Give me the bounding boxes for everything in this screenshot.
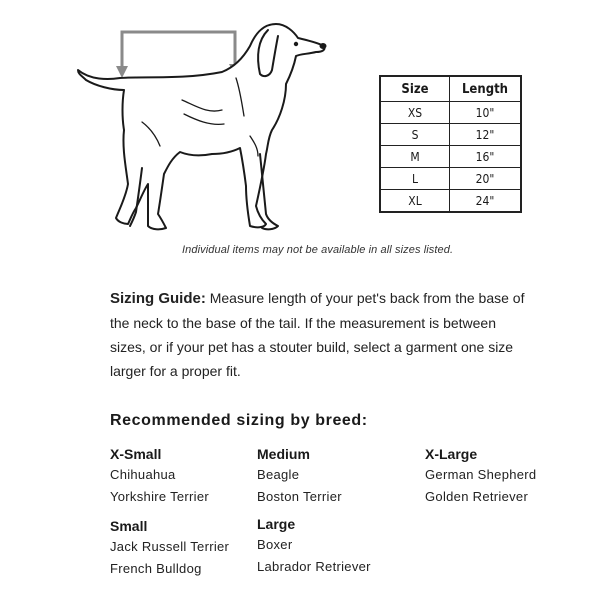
length-cell: 12" xyxy=(450,124,522,146)
breed-item: Jack Russell Terrier xyxy=(110,539,230,554)
group-small xyxy=(110,516,229,580)
size-cell: XS xyxy=(380,102,450,124)
group-medium xyxy=(257,444,342,508)
header-length: Length xyxy=(450,76,522,102)
sizing-guide xyxy=(110,286,530,383)
group-xsmall xyxy=(110,444,209,508)
availability-note: Individual items may not be available in all sizes listed. xyxy=(182,244,454,256)
group-title: X-Large xyxy=(425,446,478,462)
group-title: Small xyxy=(110,518,148,534)
breed-item: Yorkshire Terrier xyxy=(110,489,210,504)
group-title: Large xyxy=(257,516,296,532)
size-cell: L xyxy=(380,168,450,190)
size-cell: M xyxy=(380,146,450,168)
sizing-guide-label: Sizing Guide: xyxy=(110,290,206,307)
group-xlarge xyxy=(425,444,536,508)
recommended-title: Recommended sizing by breed: xyxy=(110,412,368,429)
size-chart-table xyxy=(379,75,522,213)
table-header-row xyxy=(380,76,521,102)
size-cell: S xyxy=(380,124,450,146)
breed-item: Labrador Retriever xyxy=(257,559,371,574)
length-cell: 20" xyxy=(450,168,522,190)
breed-item: Golden Retriever xyxy=(425,489,529,504)
header-size: Size xyxy=(380,76,450,102)
breed-item: Beagle xyxy=(257,467,300,482)
dog-illustration xyxy=(72,18,334,236)
breed-item: Boston Terrier xyxy=(257,489,342,504)
group-large xyxy=(257,514,371,578)
group-title: X-Small xyxy=(110,446,162,462)
sizing-guide-text: Measure length of your pet's back from the base of the neck to the base of the tail. If the measurement is between sizes, or if your pet has a stouter build, select a garment one size larger for a proper fit. xyxy=(110,290,525,379)
length-cell: 24" xyxy=(450,190,522,213)
table-row xyxy=(380,146,521,168)
length-cell: 10" xyxy=(450,102,522,124)
breed-item: German Shepherd xyxy=(425,467,537,482)
table-row xyxy=(380,102,521,124)
table-row xyxy=(380,168,521,190)
breed-item: French Bulldog xyxy=(110,561,202,576)
length-cell: 16" xyxy=(450,146,522,168)
size-cell: XL xyxy=(380,190,450,213)
breed-item: Boxer xyxy=(257,537,293,552)
group-title: Medium xyxy=(257,446,310,462)
table-row xyxy=(380,124,521,146)
breed-item: Chihuahua xyxy=(110,467,176,482)
table-row xyxy=(380,190,521,213)
